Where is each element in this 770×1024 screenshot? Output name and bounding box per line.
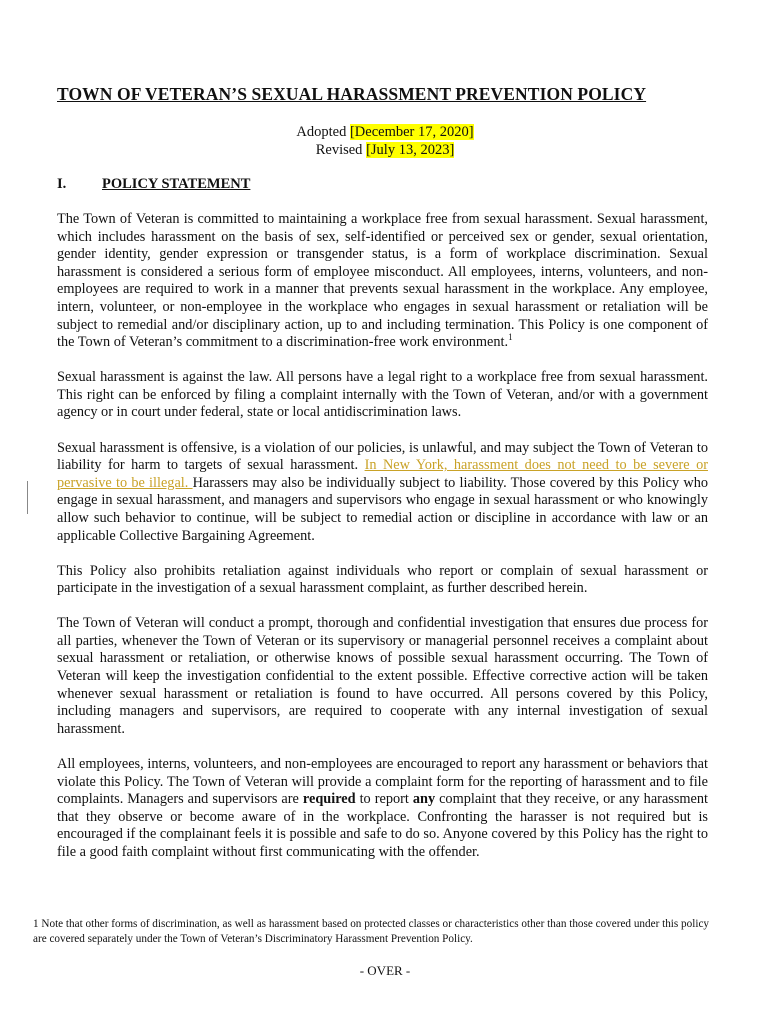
- paragraph-6-text-a: All employees, interns, volunteers, and non-employees are encouraged to report any harassment or behaviors that violate this Policy. The Town of Veteran will provide a complaint form for the reporting of harassment and to file complaints. Managers and supervisors are: [57, 755, 708, 808]
- paragraph-6-text-b: to report: [355, 791, 413, 808]
- footnote: 1 Note that other forms of discrimination, as well as harassment based on protected classes or characteristics other than those covered under this policy are covered separately under the Town of Veteran’s Discriminatory Harassment Prevention Policy.: [33, 918, 710, 945]
- page-footer: - OVER -: [359, 963, 411, 978]
- section-heading: [57, 176, 717, 193]
- bold-required: required: [302, 791, 356, 808]
- paragraph-6: [57, 756, 708, 862]
- adopted-label: Adopted: [296, 124, 350, 140]
- footnote-reference[interactable]: 1: [508, 332, 513, 343]
- revised-date: [July 13, 2023]: [366, 142, 455, 158]
- inserted-revision-text[interactable]: In New York, harassment does not need to be severe or pervasive to be illegal.: [57, 457, 708, 491]
- paragraph-3-text-b: Harassers may also be individually subject to liability. Those covered by this Policy who engage in sexual harassment, and managers and supervisors who engage in sexual harassment or who knowingly allow such behavior to continue, will be subject to remedial action or discipline in accordance with law or an applicable Collective Bargaining Agreement.: [57, 474, 708, 544]
- revised-line: [0, 141, 770, 159]
- paragraph-2: Sexual harassment is against the law. All persons have a legal right to a workplace free from sexual harassment. This right can be enforced by filing a complaint internally with the Town of Veteran, and/or with a government agency or in court under federal, state or local antidiscrimination laws.: [57, 369, 708, 421]
- paragraph-3-text-a: Sexual harassment is offensive, is a violation of our policies, is unlawful, and may subject the Town of Veteran to liability for harm to targets of sexual harassment.: [57, 439, 708, 474]
- section-label: POLICY STATEMENT: [102, 176, 251, 192]
- policy-body: [57, 211, 708, 879]
- paragraph-4: This Policy also prohibits retaliation against individuals who report or complain of sexual harassment or participate in the investigation of a sexual harassment complaint, as further described herein.: [57, 562, 708, 597]
- paragraph-1: [57, 211, 708, 352]
- revised-label: Revised: [315, 142, 367, 158]
- section-number: I.: [57, 176, 67, 192]
- policy-dates: [0, 123, 770, 159]
- paragraph-5: The Town of Veteran will conduct a prompt, thorough and confidential investigation that ensures due process for all parties, whenever the Town of Veteran or its supervisory or managerial personnel receives a complaint about sexual harassment or retaliation, or otherwise knows of possible sexual harassment occurring. The Town of Veteran will keep the investigation confidential to the extent possible. Effective corrective action will be taken whenever sexual harassment or retaliation is found to have occurred. All persons covered by this Policy, including managers and supervisors, are required to cooperate with any internal investigation of sexual harassment.: [57, 615, 708, 737]
- paragraph-1-text: The Town of Veteran is committed to maintaining a workplace free from sexual harassment. Sexual harassment, which includes harassment on the basis of sex, self-identified or perceived sex or gender, sexual orientation, gender identity, gender expression or transgender status, is a form of workplace discrimination. Sexual harassment is considered a serious form of employee misconduct. All employees, interns, volunteers, and non-employees are required to work in a manner that prevents sexual harassment in the workplace. Any employee, intern, volunteer, or non-employee in the workplace who engages in sexual harassment or retaliation will be subject to remedial and/or disciplinary action, up to and including termination. This Policy is one component of the Town of Veteran’s commitment to a discrimination-free work environment.: [57, 211, 708, 351]
- paragraph-6-text-c: complaint that they receive, or any harassment that they observe or become aware of in the workplace. Confronting the harasser is not required but is encouraged if the complainant feels it is possible and safe to do so. Anyone covered by this Policy has the right to file a good faith complaint without first communicating with the offender.: [57, 791, 708, 860]
- adopted-line: [0, 123, 770, 141]
- page-title: TOWN OF VETERAN’S SEXUAL HARASSMENT PREVENTION POLICY: [57, 84, 647, 104]
- bold-any: any: [412, 791, 436, 808]
- adopted-date: [December 17, 2020]: [349, 124, 474, 140]
- paragraph-3: [57, 440, 708, 546]
- revision-change-bar: [27, 481, 28, 514]
